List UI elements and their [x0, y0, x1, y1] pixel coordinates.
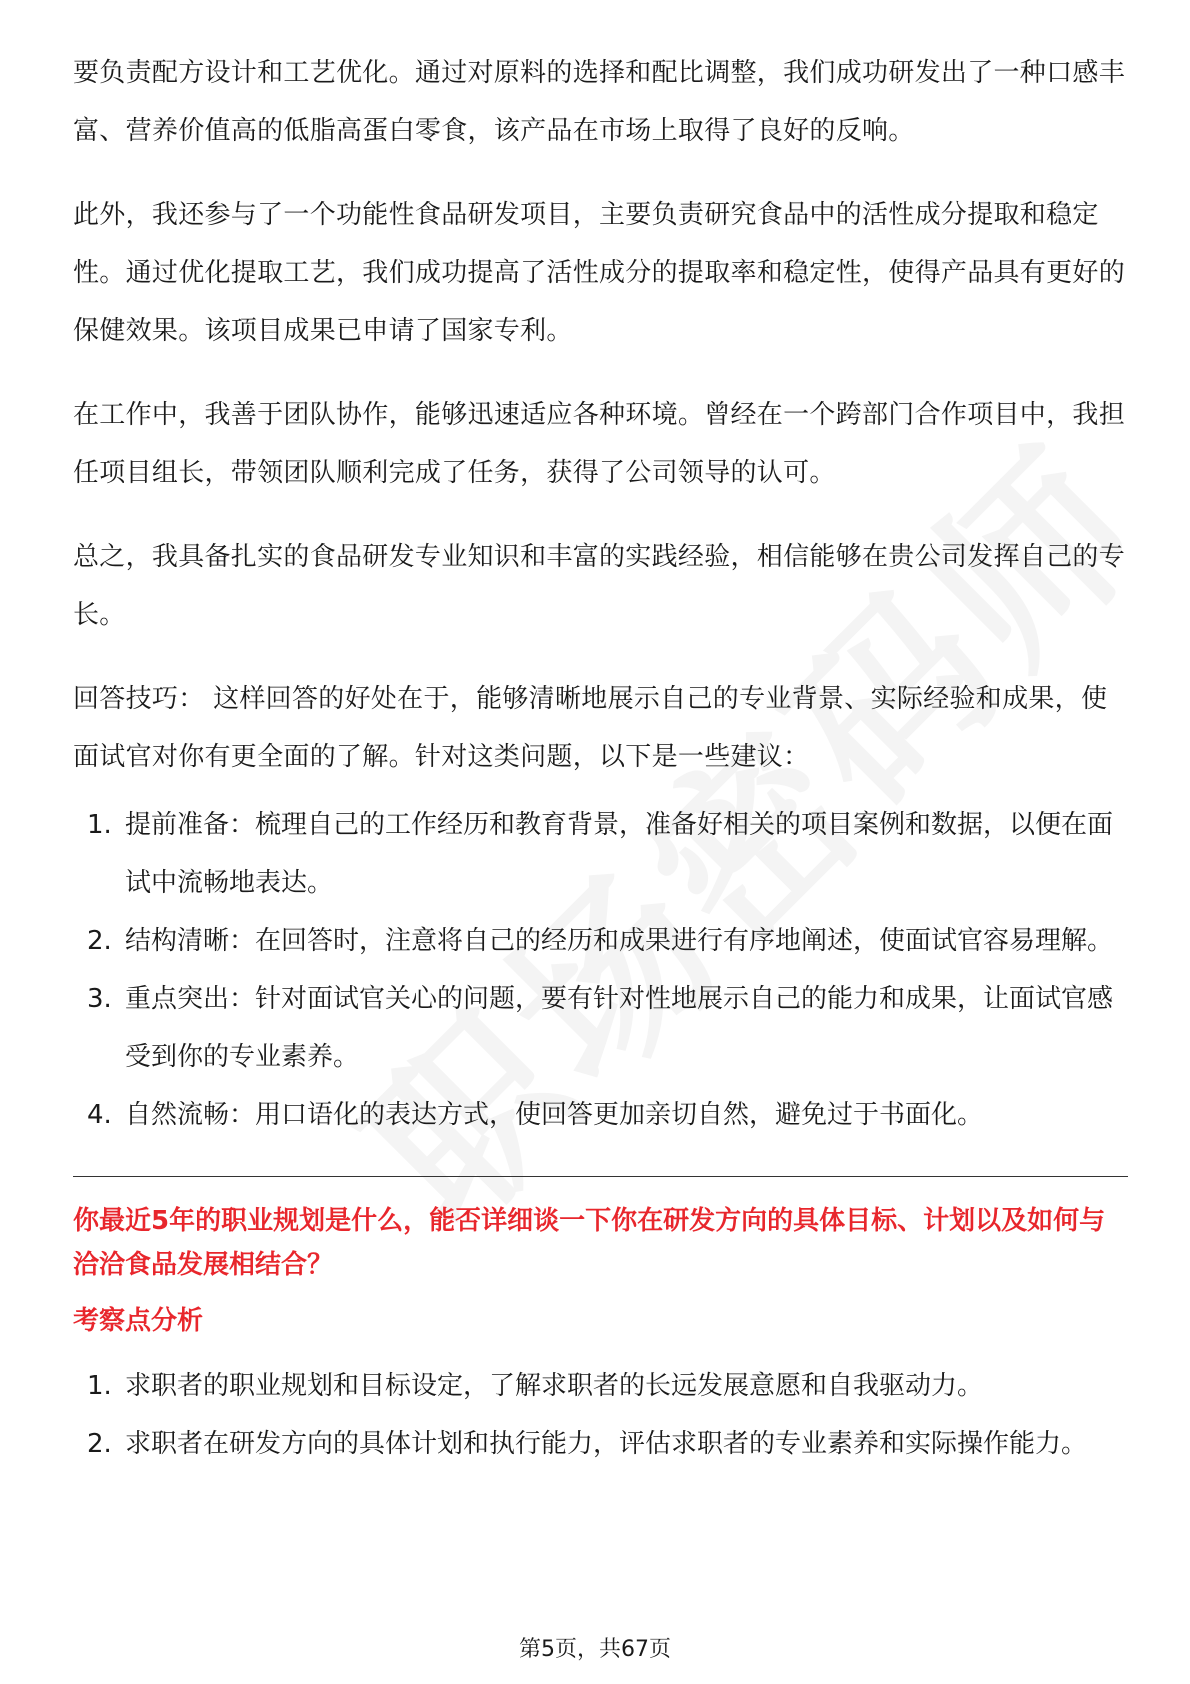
- paragraph: 总之，我具备扎实的食品研发专业知识和丰富的实践经验，相信能够在贵公司发挥自己的专长。: [73, 542, 1126, 630]
- list-number: 1.: [87, 1371, 112, 1401]
- list-number: 2.: [87, 926, 112, 956]
- list-item: [73, 1086, 1128, 1144]
- list-item: [73, 796, 1128, 912]
- page-content: [73, 44, 1128, 1473]
- interview-question: 你最近5年的职业规划是什么，能否详细谈一下你在研发方向的具体目标、计划以及如何与洽洽食品发展相结合？: [73, 1206, 1106, 1280]
- list-number: 4.: [87, 1100, 112, 1130]
- list-item: [73, 1415, 1128, 1473]
- paragraph: 要负责配方设计和工艺优化。通过对原料的选择和配比调整，我们成功研发出了一种口感丰富、营养价值高的低脂高蛋白零食，该产品在市场上取得了良好的反响。: [73, 58, 1126, 146]
- list-text: 重点突出：针对面试官关心的问题，要有针对性地展示自己的能力和成果，让面试官感受到你的专业素养。: [125, 984, 1114, 1072]
- paragraph: 在工作中，我善于团队协作，能够迅速适应各种环境。曾经在一个跨部门合作项目中，我担任项目组长，带领团队顺利完成了任务，获得了公司领导的认可。: [73, 400, 1126, 488]
- list-text: 提前准备：梳理自己的工作经历和教育背景，准备好相关的项目案例和数据，以便在面试中流畅地表达。: [125, 810, 1114, 898]
- analysis-list: [73, 1357, 1128, 1473]
- list-number: 1.: [87, 810, 112, 840]
- section-divider: [73, 1176, 1128, 1177]
- list-item: [73, 970, 1128, 1086]
- answer-tips-paragraph: 回答技巧： 这样回答的好处在于，能够清晰地展示自己的专业背景、实际经验和成果，使面试官对你有更全面的了解。针对这类问题，以下是一些建议：: [73, 684, 1108, 772]
- paragraph: 此外，我还参与了一个功能性食品研发项目，主要负责研究食品中的活性成分提取和稳定性。通过优化提取工艺，我们成功提高了活性成分的提取率和稳定性，使得产品具有更好的保健效果。该项目成果已申请了国家专利。: [73, 200, 1126, 346]
- list-text: 自然流畅：用口语化的表达方式，使回答更加亲切自然，避免过于书面化。: [125, 1100, 984, 1130]
- list-text: 求职者的职业规划和目标设定，了解求职者的长远发展意愿和自我驱动力。: [125, 1371, 984, 1401]
- list-number: 3.: [87, 984, 112, 1014]
- list-text: 结构清晰：在回答时，注意将自己的经历和成果进行有序地阐述，使面试官容易理解。: [125, 926, 1114, 956]
- list-item: [73, 912, 1128, 970]
- page-footer: 第5页，共67页: [519, 1637, 671, 1662]
- list-text: 求职者在研发方向的具体计划和执行能力，评估求职者的专业素养和实际操作能力。: [125, 1429, 1088, 1459]
- list-number: 2.: [87, 1429, 112, 1459]
- analysis-heading: 考察点分析: [73, 1306, 204, 1336]
- list-item: [73, 1357, 1128, 1415]
- tips-list: [73, 796, 1128, 1144]
